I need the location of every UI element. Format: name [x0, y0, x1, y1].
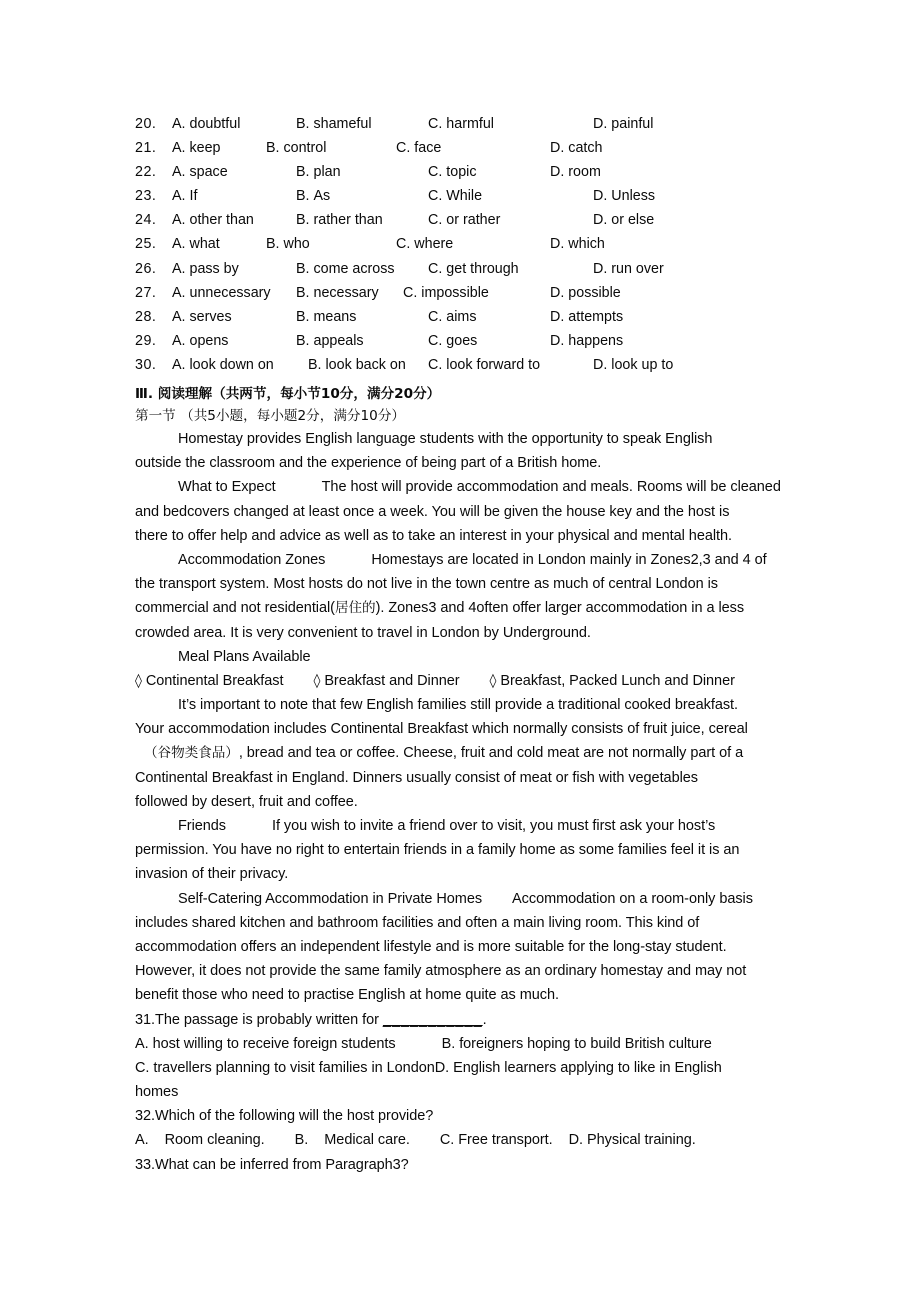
option-a[interactable]	[172, 160, 228, 184]
option-a[interactable]	[172, 112, 240, 136]
question-number: 21.	[135, 140, 157, 157]
option-text: look down on	[189, 356, 274, 373]
cloze-question-row	[135, 305, 835, 329]
option-text: impossible	[421, 284, 489, 301]
option-text: look up to	[611, 356, 674, 373]
question-31-stem	[135, 1008, 795, 1032]
question-32-options	[135, 1128, 795, 1152]
option-letter: D.	[550, 332, 565, 349]
option-letter: B.	[294, 1132, 309, 1149]
passage-line	[135, 475, 795, 499]
passage-text: Homestays are located in London mainly in Zones2,3 and 4 of	[371, 551, 767, 568]
passage-line: benefit those who need to practise English at home quite as much.	[135, 987, 559, 1004]
option-c[interactable]	[403, 281, 489, 305]
option-text: happens	[568, 332, 624, 349]
passage-line: the transport system. Most hosts do not live in the town centre as much of central London is	[135, 576, 718, 593]
option-letter: C.	[428, 188, 443, 205]
passage-line: Continental Breakfast in England. Dinners usually consist of meat or fish with vegetables	[135, 769, 698, 786]
subheading-accommodation-zones: Accommodation Zones	[178, 551, 326, 568]
option-b[interactable]	[296, 160, 341, 184]
passage-line: It’s important to note that few English families still provide a traditional cooked breakfast.	[178, 697, 739, 714]
option-b[interactable]	[296, 257, 395, 281]
option-letter: B.	[296, 116, 310, 132]
option-c[interactable]: C. Free transport.	[439, 1132, 553, 1149]
meal-plan-item: Continental Breakfast	[145, 672, 284, 689]
question-number: 29.	[135, 332, 157, 349]
option-letter: A.	[172, 212, 186, 229]
meal-plan-list	[135, 669, 795, 693]
option-a[interactable]	[172, 257, 239, 281]
option-d[interactable]	[550, 232, 605, 256]
option-letter: A.	[172, 332, 186, 349]
subheading-what-to-expect: What to Expect	[178, 479, 276, 496]
passage-line: followed by desert, fruit and coffee.	[135, 793, 358, 810]
option-c[interactable]	[396, 232, 453, 256]
option-a[interactable]	[172, 208, 254, 232]
question-33-stem	[135, 1153, 795, 1177]
option-letter: D.	[593, 260, 608, 277]
cloze-question-row	[135, 281, 835, 305]
option-c[interactable]	[428, 208, 500, 232]
reading-passage	[135, 427, 795, 1177]
passage-line: includes shared kitchen and bathroom facilities and often a main living room. This kind of	[135, 914, 700, 931]
option-text: catch	[568, 140, 603, 157]
option-letter: C.	[428, 308, 443, 325]
option-letter: D.	[593, 356, 608, 373]
option-letter: B.	[296, 308, 310, 325]
passage-line: there to offer help and advice as well as to take an interest in your physical and mental health.	[135, 527, 732, 544]
option-letter: D.	[593, 188, 608, 205]
option-d[interactable]	[550, 281, 621, 305]
question-number: 27.	[135, 284, 157, 301]
option-text: doubtful	[189, 116, 241, 132]
answer-blank[interactable]: ___________	[382, 1011, 483, 1028]
cloze-question-row	[135, 160, 835, 184]
option-text: While	[446, 188, 483, 205]
cloze-question-row	[135, 353, 835, 377]
option-text: look forward to	[446, 356, 541, 373]
option-text: get through	[446, 260, 519, 277]
option-text: which	[568, 236, 605, 253]
option-letter: B.	[296, 260, 310, 277]
option-c[interactable]	[428, 329, 477, 353]
option-text: who	[283, 236, 310, 253]
cloze-question-row	[135, 329, 835, 353]
question-31-options-ab	[135, 1032, 795, 1056]
option-text: appeals	[313, 332, 364, 349]
question-number: 31.	[135, 1011, 156, 1028]
option-d[interactable]	[593, 112, 653, 136]
subheading-meal-plans: Meal Plans Available	[178, 648, 311, 665]
cloze-question-row	[135, 112, 835, 136]
option-a[interactable]	[172, 305, 232, 329]
option-text: rather than	[313, 212, 383, 229]
cloze-question-row	[135, 257, 835, 281]
option-text: or rather	[446, 212, 501, 229]
section-heading-reading: Ⅲ. 阅读理解（共两节，每小节10分，满分20分）	[135, 386, 441, 402]
cloze-question-row	[135, 184, 835, 208]
option-letter: A.	[135, 1132, 149, 1149]
option-d[interactable]	[593, 184, 655, 208]
option-text: shameful	[313, 116, 372, 132]
option-b[interactable]	[308, 353, 406, 377]
option-letter: B.	[296, 188, 310, 205]
option-text: aims	[446, 308, 477, 325]
option-letter: C.	[396, 140, 411, 157]
option-c[interactable]	[428, 160, 477, 184]
option-letter: C.	[428, 356, 443, 373]
passage-line: Homestay provides English language students with the opportunity to speak English	[178, 431, 713, 447]
question-number: 28.	[135, 308, 157, 325]
option-letter: A.	[172, 188, 186, 205]
passage-line: accommodation offers an independent lifestyle and is more suitable for the long-stay student.	[135, 938, 727, 955]
passage-line	[135, 887, 795, 911]
option-a[interactable]	[172, 136, 221, 160]
question-number: 23.	[135, 188, 157, 205]
option-d[interactable]	[593, 353, 673, 377]
option-letter: C.	[396, 236, 411, 253]
option-c[interactable]	[428, 305, 476, 329]
passage-line: However, it does not provide the same family atmosphere as an ordinary homestay and may not	[135, 963, 747, 980]
chinese-gloss-cereal: （谷物类食品）	[144, 745, 239, 762]
cloze-question-row	[135, 232, 835, 256]
option-c[interactable]	[428, 257, 519, 281]
option-text: As	[313, 188, 331, 205]
option-b[interactable]	[296, 208, 383, 232]
option-b[interactable]	[296, 112, 372, 136]
option-text: harmful	[446, 116, 494, 132]
meal-plan-item: Breakfast and Dinner	[324, 672, 460, 689]
option-letter: B.	[266, 236, 280, 253]
passage-text: , bread and tea or coffee. Cheese, fruit and cold meat are not normally part of a	[238, 745, 744, 762]
option-letter: D.	[550, 140, 565, 157]
passage-line: and bedcovers changed at least once a week. You will be given the house key and the host is	[135, 503, 730, 520]
option-text: where	[414, 236, 454, 253]
option-b[interactable]	[266, 232, 310, 256]
option-letter: A.	[172, 308, 186, 325]
option-text: or else	[611, 212, 655, 229]
option-text: plan	[313, 164, 341, 181]
option-text: means	[313, 308, 357, 325]
option-letter: D.	[593, 212, 608, 229]
option-text: If	[189, 188, 198, 205]
option-text: look back on	[325, 356, 406, 373]
option-letter: D.	[550, 236, 565, 253]
option-a[interactable]: Room cleaning.	[164, 1132, 265, 1149]
option-d[interactable]	[593, 257, 664, 281]
option-letter: A.	[172, 164, 186, 181]
option-c[interactable]	[396, 136, 441, 160]
passage-line: outside the classroom and the experience of being part of a British home.	[135, 455, 602, 472]
option-letter: A.	[172, 260, 186, 277]
question-number: 30.	[135, 356, 157, 373]
option-letter: B.	[296, 284, 310, 301]
option-letter: A.	[172, 356, 186, 373]
option-d[interactable]	[550, 329, 623, 353]
question-31-options-cd[interactable]: C. travellers planning to visit families in LondonD. English learners applying to like in English	[135, 1059, 722, 1076]
option-text: keep	[189, 140, 221, 157]
section-subheading-part-one: 第一节 （共5小题，每小题2分，满分10分）	[135, 408, 406, 424]
option-letter: A.	[172, 284, 186, 301]
option-b[interactable]	[296, 281, 379, 305]
passage-line: invasion of their privacy.	[135, 866, 289, 883]
question-number: 26.	[135, 260, 157, 277]
option-c[interactable]	[428, 353, 540, 377]
option-d[interactable]	[593, 208, 654, 232]
option-b[interactable]: Medical care.	[324, 1132, 410, 1149]
option-letter: D.	[550, 308, 565, 325]
option-text: pass by	[189, 260, 239, 277]
option-a[interactable]	[172, 353, 274, 377]
option-text: opens	[189, 332, 229, 349]
option-d[interactable]	[550, 136, 602, 160]
subheading-self-catering: Self-Catering Accommodation in Private Homes	[178, 890, 483, 907]
option-b[interactable]	[296, 305, 356, 329]
option-text: room	[568, 164, 601, 181]
option-text: goes	[446, 332, 478, 349]
diamond-bullet-icon: ◊	[489, 672, 497, 689]
option-letter: A.	[172, 140, 186, 157]
passage-line	[135, 814, 795, 838]
option-letter: B.	[308, 356, 322, 373]
option-letter: C.	[403, 284, 418, 301]
question-text: Which of the following will the host provide?	[155, 1108, 434, 1125]
passage-line	[135, 596, 795, 620]
option-text: control	[283, 140, 327, 157]
question-text: .	[482, 1011, 487, 1028]
question-number: 25.	[135, 236, 157, 253]
passage-text: ). Zones3 and 4often offer larger accommodation in a less	[375, 600, 745, 617]
passage-text: The host will provide accommodation and meals. Rooms will be cleaned	[321, 479, 781, 496]
question-number: 33.	[135, 1156, 156, 1173]
option-c[interactable]	[428, 184, 482, 208]
passage-text: If you wish to invite a friend over to visit, you must first ask your host’s	[272, 818, 716, 834]
chinese-gloss-residential: 居住的	[334, 600, 376, 617]
option-letter: D.	[550, 164, 565, 181]
subheading-friends: Friends	[178, 818, 226, 834]
option-letter: C.	[428, 164, 443, 181]
question-number: 22.	[135, 164, 157, 181]
cloze-question-row	[135, 136, 835, 160]
option-text: painful	[611, 116, 654, 132]
option-text: possible	[568, 284, 621, 301]
question-number: 24.	[135, 212, 157, 229]
option-letter: C.	[428, 212, 443, 229]
option-text: topic	[446, 164, 477, 181]
cloze-options-block	[135, 112, 835, 377]
option-letter: A.	[172, 236, 186, 253]
option-text: space	[189, 164, 228, 181]
option-letter: B.	[266, 140, 280, 157]
passage-text: Accommodation on a room-only basis	[512, 890, 753, 907]
option-a[interactable]	[172, 184, 197, 208]
passage-line: Your accommodation includes Continental Breakfast which normally consists of fruit juice, cereal	[135, 721, 748, 738]
option-letter: C.	[428, 260, 443, 277]
diamond-bullet-icon: ◊	[313, 672, 321, 689]
passage-line	[135, 548, 795, 572]
passage-line: crowded area. It is very convenient to travel in London by Underground.	[135, 624, 591, 641]
option-letter: D.	[550, 284, 565, 301]
option-letter: A.	[172, 116, 186, 132]
option-text: attempts	[568, 308, 624, 325]
option-d[interactable]	[550, 305, 623, 329]
option-text: what	[189, 236, 220, 253]
option-c[interactable]	[428, 112, 494, 136]
option-d[interactable]	[550, 160, 601, 184]
passage-line: permission. You have no right to entertain friends in a family home as some families feel it is an	[135, 842, 740, 859]
diamond-bullet-icon: ◊	[135, 672, 142, 689]
question-text: What can be inferred from Paragraph3?	[155, 1156, 409, 1173]
option-letter: C.	[428, 332, 443, 349]
meal-plan-item: Breakfast, Packed Lunch and Dinner	[500, 672, 735, 689]
option-a[interactable]: A. host willing to receive foreign students	[135, 1035, 396, 1052]
option-a[interactable]	[172, 329, 228, 353]
option-text: necessary	[313, 284, 379, 301]
option-letter: B.	[296, 212, 310, 229]
option-text: serves	[189, 308, 232, 325]
passage-text: commercial and not residential(	[135, 600, 335, 617]
option-b[interactable]	[296, 329, 364, 353]
option-letter: D.	[593, 116, 608, 132]
passage-line	[135, 741, 795, 765]
option-text: other than	[189, 212, 254, 229]
question-number: 32.	[135, 1108, 156, 1125]
question-number: 20.	[135, 116, 157, 132]
cloze-question-row	[135, 208, 835, 232]
question-31-options-wrap: homes	[135, 1084, 179, 1101]
option-letter: C.	[428, 116, 443, 132]
option-letter: B.	[296, 164, 310, 181]
option-d[interactable]: D. Physical training.	[568, 1132, 696, 1149]
option-b[interactable]: B. foreigners hoping to build British culture	[441, 1035, 712, 1052]
question-32-stem	[135, 1104, 795, 1128]
option-text: unnecessary	[189, 284, 271, 301]
option-text: run over	[611, 260, 664, 277]
option-text: come across	[313, 260, 395, 277]
option-b[interactable]	[296, 184, 330, 208]
option-b[interactable]	[266, 136, 326, 160]
option-a[interactable]	[172, 232, 220, 256]
question-text: The passage is probably written for	[155, 1011, 383, 1028]
option-a[interactable]	[172, 281, 271, 305]
option-letter: B.	[296, 332, 310, 349]
option-text: Unless	[611, 188, 655, 205]
option-text: face	[414, 140, 442, 157]
